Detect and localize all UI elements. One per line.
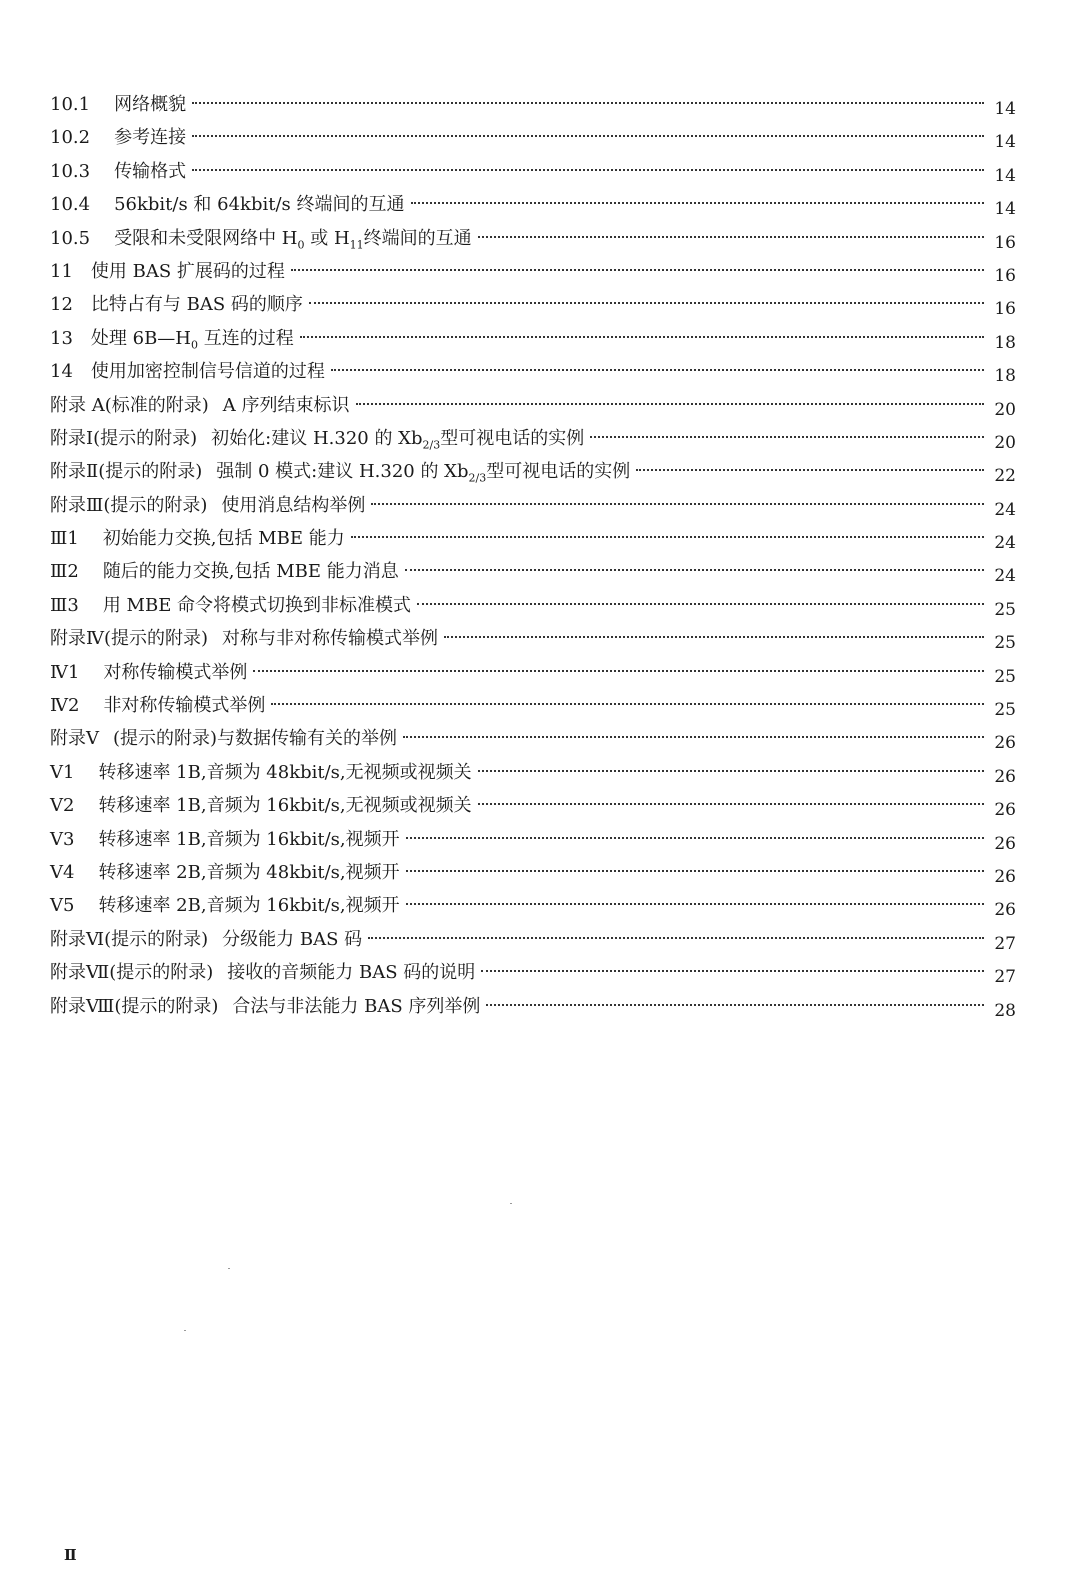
toc-page-number: 26 [994,833,1016,854]
toc-title: 转移速率 1B,音频为 48kbit/s,无视频或视频关 [98,761,472,783]
toc-page-number: 26 [994,866,1016,887]
toc-page-number: 25 [994,599,1016,620]
toc-title [114,222,472,255]
dot-leader [192,102,984,104]
toc-number: Ⅲ3 [50,594,79,616]
toc-title [216,455,630,488]
toc-page-number: 14 [994,165,1016,186]
toc-page-number: 18 [994,366,1016,387]
toc-entry[interactable] [50,455,1016,488]
toc-title: 分级能力 BAS 码 [222,928,363,950]
toc-entry[interactable] [50,255,1016,288]
toc-title: A 序列结束标识 [222,394,350,416]
toc-number: 10.3 [50,160,91,182]
toc-number: 附录Ⅵ(提示的附录) [50,928,209,950]
dot-leader [253,670,984,672]
toc-entry[interactable] [50,722,1016,755]
toc-title-part: 或 H [304,227,350,249]
toc-title: 合法与非法能力 BAS 序列举例 [232,995,481,1017]
toc-entry[interactable] [50,188,1016,221]
dot-leader [368,937,984,939]
subscript: 2/3 [422,438,441,452]
toc-number: 10.5 [50,227,91,249]
scan-speck [228,1268,230,1269]
toc-entry[interactable] [50,389,1016,422]
toc-number: Ⅴ3 [50,828,75,850]
subscript: 0 [191,338,199,352]
toc-entry[interactable] [50,823,1016,856]
dot-leader [406,903,984,905]
toc-page-number: 28 [994,1000,1016,1021]
dot-leader [411,202,985,204]
toc-number: Ⅴ5 [50,895,75,917]
toc-entry[interactable] [50,589,1016,622]
toc-title: 转移速率 2B,音频为 16kbit/s,视频开 [98,895,400,917]
toc-title: 随后的能力交换,包括 MBE 能力消息 [102,561,399,583]
toc-number: Ⅴ2 [50,795,75,817]
toc-entry[interactable] [50,222,1016,255]
toc-page-number: 27 [994,933,1016,954]
page-folio: Ⅱ [64,1546,77,1564]
toc-page-number: 25 [994,666,1016,687]
toc-number: 附录Ⅴ [50,728,99,750]
toc-title: 初始能力交换,包括 MBE 能力 [102,528,345,550]
toc-number: 10.2 [50,127,91,149]
toc-title: 转移速率 1B,音频为 16kbit/s,视频开 [98,828,400,850]
toc-page-number: 22 [994,466,1016,487]
toc-title-part: 终端间的互通 [363,227,472,249]
toc-entry[interactable] [50,990,1016,1023]
toc-title: 传输格式 [114,160,187,182]
toc-title: 使用消息结构举例 [221,494,366,516]
dot-leader [417,603,984,605]
dot-leader [309,302,984,304]
toc-entry[interactable] [50,355,1016,388]
toc-number: 附录Ⅷ(提示的附录) [50,995,219,1017]
toc-title: 参考连接 [114,127,187,149]
toc-number: 附录Ⅱ(提示的附录) [50,461,203,483]
dot-leader [444,636,984,638]
toc-entry[interactable] [50,155,1016,188]
dot-leader [403,736,984,738]
subscript: 0 [297,238,305,252]
toc-title: 转移速率 1B,音频为 16kbit/s,无视频或视频关 [98,795,472,817]
toc-entry[interactable] [50,422,1016,455]
dot-leader [405,569,984,571]
dot-leader [406,870,984,872]
toc-page-number: 24 [994,533,1016,554]
toc-number: 10.1 [50,94,91,115]
toc-number: 附录 A(标准的附录) [50,394,209,416]
toc-page-number: 26 [994,900,1016,921]
toc-page-number: 27 [994,967,1016,988]
toc-title-part: 初始化:建议 H.320 的 Xb [211,427,423,449]
toc-page-number: 16 [994,232,1016,253]
toc-number: Ⅳ2 [50,695,80,717]
subscript: 2/3 [468,471,487,485]
dot-leader [271,703,984,705]
toc-page-number: 25 [994,700,1016,721]
toc-number: Ⅳ1 [50,661,80,683]
dot-leader [371,503,984,505]
toc-number: 13 [50,327,73,349]
toc-page-number: 20 [994,432,1016,453]
toc-page-number: 24 [994,499,1016,520]
dot-leader [351,536,984,538]
toc-number: 12 [50,294,73,316]
dot-leader [300,336,984,338]
toc-number: Ⅲ1 [50,528,79,550]
toc-entry[interactable] [50,522,1016,555]
toc-title: 对称传输模式举例 [103,661,248,683]
toc-number: Ⅴ4 [50,861,75,883]
toc-number: Ⅲ2 [50,561,79,583]
toc-page-number: 14 [994,132,1016,153]
toc-entry[interactable] [50,489,1016,522]
toc-entry[interactable] [50,622,1016,655]
toc-page-number: 26 [994,766,1016,787]
toc-number: 14 [50,361,73,383]
toc-title: 接收的音频能力 BAS 码的说明 [227,962,476,984]
dot-leader [331,369,984,371]
toc-page-number: 20 [994,399,1016,420]
toc-title [211,422,584,455]
toc-entry[interactable] [50,656,1016,689]
toc-page-number: 26 [994,733,1016,754]
toc-number: 11 [50,260,73,282]
toc-entry[interactable] [50,856,1016,889]
dot-leader [478,236,984,238]
toc-title: 比特占有与 BAS 码的顺序 [90,294,303,316]
dot-leader [478,803,984,805]
toc-title-part: 互连的过程 [198,327,294,349]
toc-title-part: 型可视电话的实例 [486,461,631,483]
toc-entry[interactable] [50,756,1016,789]
toc-number: Ⅴ1 [50,761,75,783]
toc-page-number: 14 [994,199,1016,220]
toc-title [91,322,294,355]
scan-speck [510,1203,512,1204]
toc-entry[interactable] [50,956,1016,989]
toc-page-number: 18 [994,332,1016,353]
toc-entry[interactable] [50,789,1016,822]
toc-entry[interactable] [50,121,1016,154]
subscript: 11 [349,238,364,252]
toc-title-part: 受限和未受限网络中 H [114,227,298,249]
toc-page-number: 14 [994,99,1016,119]
toc-title: 56kbit/s 和 64kbit/s 终端间的互通 [114,194,405,216]
dot-leader [406,837,984,839]
toc-number: 附录Ⅰ(提示的附录) [50,427,198,449]
toc-page-number: 16 [994,265,1016,286]
dot-leader [636,469,984,471]
toc-title: 对称与非对称传输模式举例 [222,628,439,650]
toc-number: 附录Ⅳ(提示的附录) [50,628,209,650]
toc-page-number: 26 [994,800,1016,821]
dot-leader [192,135,984,137]
toc-page-number: 16 [994,299,1016,320]
toc-number: 附录Ⅶ(提示的附录) [50,962,214,984]
toc-title: 网络概貌 [114,94,187,115]
toc-entry[interactable] [50,288,1016,321]
toc-entry[interactable] [50,889,1016,922]
toc-page-number: 25 [994,633,1016,654]
toc-title: 转移速率 2B,音频为 48kbit/s,视频开 [98,861,400,883]
toc-number: 10.4 [50,194,91,216]
table-of-contents [50,88,1016,1023]
dot-leader [356,403,985,405]
toc-title: 非对称传输模式举例 [103,695,266,717]
scan-speck [184,1330,186,1331]
toc-number: 附录Ⅲ(提示的附录) [50,494,208,516]
toc-entry[interactable] [50,88,1016,121]
toc-title: 用 MBE 命令将模式切换到非标准模式 [102,594,412,616]
toc-title-part: 处理 6B—H [90,327,192,349]
toc-title-part: 型可视电话的实例 [440,427,585,449]
dot-leader [192,169,984,171]
dot-leader [481,970,984,972]
toc-title: 使用加密控制信号信道的过程 [90,361,325,383]
dot-leader [291,269,984,271]
toc-entry[interactable] [50,923,1016,956]
toc-page-number: 24 [994,566,1016,587]
dot-leader [590,436,984,438]
toc-title: 使用 BAS 扩展码的过程 [90,260,285,282]
toc-entry[interactable] [50,689,1016,722]
toc-title-part: 强制 0 模式:建议 H.320 的 Xb [216,461,469,483]
toc-entry[interactable] [50,322,1016,355]
toc-title: (提示的附录)与数据传输有关的举例 [113,728,398,750]
toc-entry[interactable] [50,555,1016,588]
dot-leader [478,770,984,772]
dot-leader [486,1004,984,1006]
